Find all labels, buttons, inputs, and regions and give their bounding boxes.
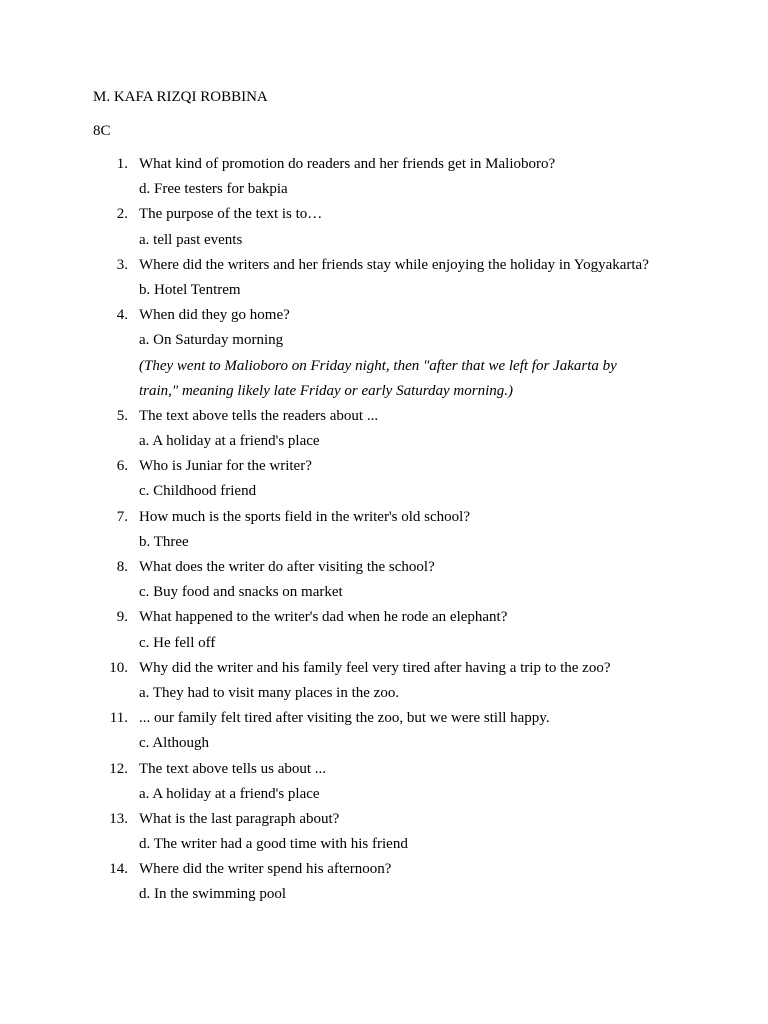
- question-line: [0, 404, 768, 429]
- question-line: [0, 505, 768, 530]
- question-list: [0, 152, 768, 908]
- question-item: [0, 757, 768, 807]
- question-number: 3.: [116, 256, 128, 273]
- answer-text: a. tell past events: [139, 231, 243, 248]
- answer-text: d. Free testers for bakpia: [139, 181, 288, 198]
- question-line: [0, 605, 768, 630]
- question-item: [0, 605, 768, 655]
- question-item: [0, 857, 768, 907]
- answer-text: a. A holiday at a friend's place: [139, 433, 320, 450]
- question-line: [0, 807, 768, 832]
- question-item: [0, 253, 768, 303]
- question-text: What kind of promotion do readers and her friends get in Malioboro?: [139, 156, 556, 172]
- question-line: [0, 656, 768, 681]
- question-text: Why did the writer and his family feel very tired after having a trip to the zoo?: [139, 659, 611, 676]
- question-line: [0, 303, 768, 328]
- question-text: Where did the writers and her friends stay while enjoying the holiday in Yogyakarta?: [139, 256, 649, 273]
- question-line: [0, 706, 768, 731]
- question-number: 2.: [116, 206, 128, 223]
- question-text: How much is the sports field in the writer's old school?: [139, 508, 470, 525]
- question-number: 8.: [116, 559, 128, 575]
- student-name: M. KAFA RIZQI ROBBINA: [93, 89, 268, 105]
- question-line: [0, 202, 768, 227]
- question-line: [0, 857, 768, 882]
- answer-text: d. In the swimming pool: [139, 886, 287, 903]
- question-text: Who is Juniar for the writer?: [139, 458, 312, 475]
- answer-note: (They went to Malioboro on Friday night, then "after that we left for Jakarta by: [139, 357, 617, 374]
- question-line: [0, 253, 768, 278]
- question-line: [0, 454, 768, 479]
- answer-text: a. They had to visit many places in the zoo.: [139, 684, 400, 701]
- question-number: 6.: [116, 458, 128, 475]
- question-item: [0, 303, 768, 404]
- question-number: 1.: [116, 156, 128, 172]
- question-line: [0, 152, 768, 177]
- question-item: [0, 454, 768, 504]
- question-text: Where did the writer spend his afternoon?: [139, 861, 392, 878]
- question-item: [0, 404, 768, 454]
- answer-text: c. He fell off: [139, 634, 216, 651]
- answer-text: a. On Saturday morning: [139, 332, 284, 349]
- answer-text: c. Buy food and snacks on market: [139, 584, 343, 601]
- question-number: 12.: [109, 760, 128, 777]
- question-item: [0, 202, 768, 252]
- question-text: The purpose of the text is to…: [139, 206, 323, 223]
- question-number: 13.: [109, 810, 128, 827]
- answer-text: b. Three: [139, 533, 189, 550]
- answer-text: c. Childhood friend: [139, 483, 257, 500]
- question-line: [0, 555, 768, 580]
- answer-note: train," meaning likely late Friday or early Saturday morning.): [139, 382, 514, 399]
- question-text: ... our family felt tired after visiting the zoo, but we were still happy.: [139, 710, 550, 727]
- question-text: When did they go home?: [139, 307, 290, 324]
- question-number: 11.: [109, 710, 128, 727]
- question-line: [0, 757, 768, 782]
- question-number: 4.: [116, 307, 128, 324]
- question-text: The text above tells the readers about ...: [139, 407, 379, 424]
- question-number: 7.: [116, 508, 128, 525]
- question-number: 14.: [109, 861, 128, 878]
- question-item: [0, 807, 768, 857]
- question-item: [0, 656, 768, 706]
- question-text: The text above tells us about ...: [139, 760, 327, 777]
- answer-text: d. The writer had a good time with his friend: [139, 836, 408, 853]
- question-item: [0, 555, 768, 605]
- question-text: What is the last paragraph about?: [139, 810, 340, 827]
- question-item: [0, 706, 768, 756]
- question-number: 5.: [116, 407, 128, 424]
- answer-text: a. A holiday at a friend's place: [139, 785, 320, 802]
- question-number: 10.: [109, 659, 128, 676]
- answer-text: c. Although: [139, 735, 209, 752]
- answer-text: b. Hotel Tentrem: [139, 281, 241, 298]
- question-item: [0, 152, 768, 202]
- question-text: What does the writer do after visiting the school?: [139, 559, 435, 575]
- question-item: [0, 505, 768, 555]
- question-number: 9.: [116, 609, 128, 626]
- student-class: 8C: [93, 123, 111, 139]
- question-text: What happened to the writer's dad when he rode an elephant?: [139, 609, 508, 626]
